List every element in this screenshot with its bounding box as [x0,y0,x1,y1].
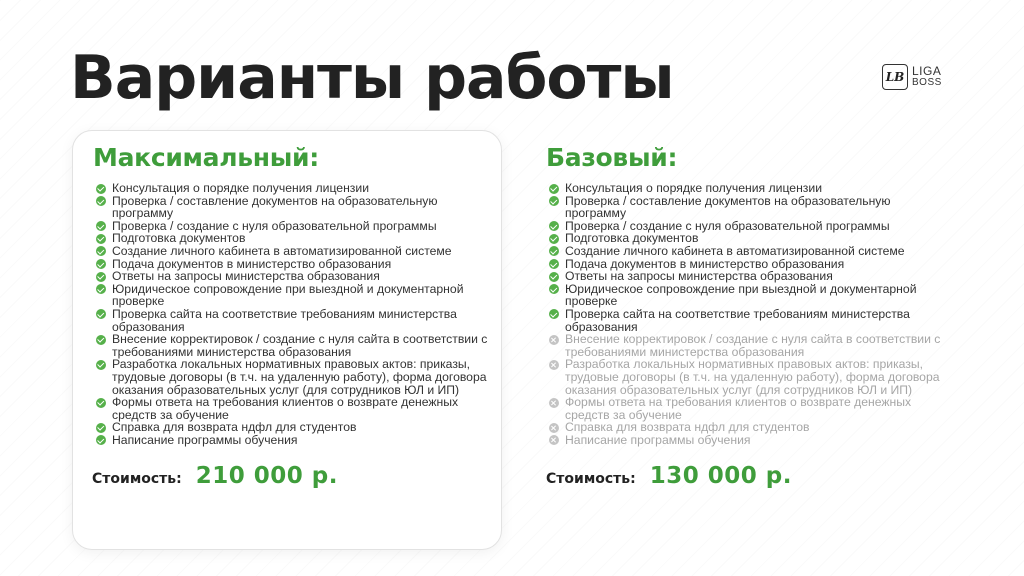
base-feature-list [546,182,951,446]
feature-item [546,434,951,447]
feature-text: Внесение корректировок / создание с нуля сайта в соответствии с требованиями министерства образования [565,332,941,359]
feature-item [93,396,498,421]
price-value: 130 000 р. [649,463,792,489]
base-plan-title: Базовый: [546,143,678,172]
check-icon [549,196,559,206]
check-icon [549,246,559,256]
feature-text: Написание программы обучения [565,432,751,447]
feature-text: Проверка сайта на соответствие требованиям министерства образования [112,306,457,334]
feature-text: Ответы на запросы министерства образования [565,269,833,284]
feature-item [546,396,951,421]
feature-item [546,358,951,396]
feature-item [93,270,498,283]
feature-text: Проверка сайта на соответствие требованиям министерства образования [565,306,910,334]
feature-text: Проверка / составление документов на образовательную программу [112,193,438,221]
feature-item [546,182,951,195]
price-label: Стоимость: [546,471,636,487]
feature-text: Написание программы обучения [112,432,298,447]
check-icon [549,184,559,194]
feature-item [546,270,951,283]
check-icon [96,335,106,345]
check-icon [96,246,106,256]
logo-line-2: BOSS [912,77,942,88]
feature-text: Формы ответа на требования клиентов о возврате денежных средств за обучение [112,395,459,422]
feature-text: Разработка локальных нормативных правовых актов: приказы, трудовые договоры (в т.ч. на удаленную работу), форма договора оказания образовательных услуг (для сотрудников ЮЛ и ИП) [565,357,940,397]
check-icon [549,284,559,294]
feature-text: Формы ответа на требования клиентов о возврате денежных средств за обучение [565,395,912,422]
feature-text: Проверка / создание с нуля образовательной программы [565,218,890,233]
feature-item [93,283,498,308]
feature-item [93,245,498,258]
feature-text: Проверка / создание с нуля образовательной программы [112,218,437,233]
check-icon [96,234,106,244]
base-plan-price [546,463,792,489]
feature-text: Разработка локальных нормативных правовых актов: приказы, трудовые договоры (в т.ч. на удаленную работу), форма договора оказания образовательных услуг (для сотрудников ЮЛ и ИП) [112,357,487,397]
logo-text [912,66,942,88]
check-icon [549,234,559,244]
check-icon [549,221,559,231]
feature-text: Справка для возврата ндфл для студентов [112,420,357,435]
cross-icon [549,423,559,433]
feature-text: Проверка / составление документов на образовательную программу [565,193,891,221]
feature-text: Юридическое сопровождение при выездной и документарной проверке [565,281,917,309]
feature-item [546,195,951,220]
max-plan-title: Максимальный: [93,143,319,172]
check-icon [96,221,106,231]
check-icon [96,272,106,282]
cross-icon [549,398,559,408]
check-icon [96,184,106,194]
feature-item [93,333,498,358]
feature-item [93,182,498,195]
feature-item [546,245,951,258]
feature-item [93,421,498,434]
logo-mark-icon: LB [882,64,908,90]
check-icon [549,272,559,282]
check-icon [96,423,106,433]
feature-text: Внесение корректировок / создание с нуля сайта в соответствии с требованиями министерства образования [112,332,488,359]
check-icon [549,309,559,319]
price-label: Стоимость: [92,471,182,487]
check-icon [96,398,106,408]
feature-text: Создание личного кабинета в автоматизированной системе [112,243,452,258]
cross-icon [549,360,559,370]
cross-icon [549,335,559,345]
feature-text: Юридическое сопровождение при выездной и документарной проверке [112,281,464,309]
cross-icon [549,435,559,445]
base-plan [546,143,951,446]
page-title: Варианты работы [70,43,674,113]
max-plan [93,143,498,446]
check-icon [96,309,106,319]
feature-item [93,358,498,396]
feature-text: Консультация о порядке получения лицензии [112,181,370,195]
max-feature-list [93,182,498,446]
feature-item [546,283,951,308]
price-value: 210 000 р. [195,463,338,489]
feature-item [546,333,951,358]
feature-text: Подача документов в министерство образования [112,256,392,271]
check-icon [96,259,106,269]
feature-text: Подача документов в министерство образования [565,256,845,271]
feature-item [546,308,951,333]
check-icon [96,360,106,370]
feature-item [93,308,498,333]
check-icon [96,435,106,445]
feature-item [546,421,951,434]
feature-text: Создание личного кабинета в автоматизированной системе [565,243,905,258]
feature-text: Консультация о порядке получения лицензии [565,181,823,195]
logo-line-1: LIGA [912,64,942,78]
check-icon [96,284,106,294]
feature-item [93,434,498,447]
feature-text: Ответы на запросы министерства образования [112,269,380,284]
logo [882,64,942,90]
check-icon [549,259,559,269]
check-icon [96,196,106,206]
feature-text: Подготовка документов [565,231,699,246]
feature-item [93,195,498,220]
feature-text: Справка для возврата ндфл для студентов [565,420,810,435]
feature-text: Подготовка документов [112,231,246,246]
max-plan-price [92,463,338,489]
